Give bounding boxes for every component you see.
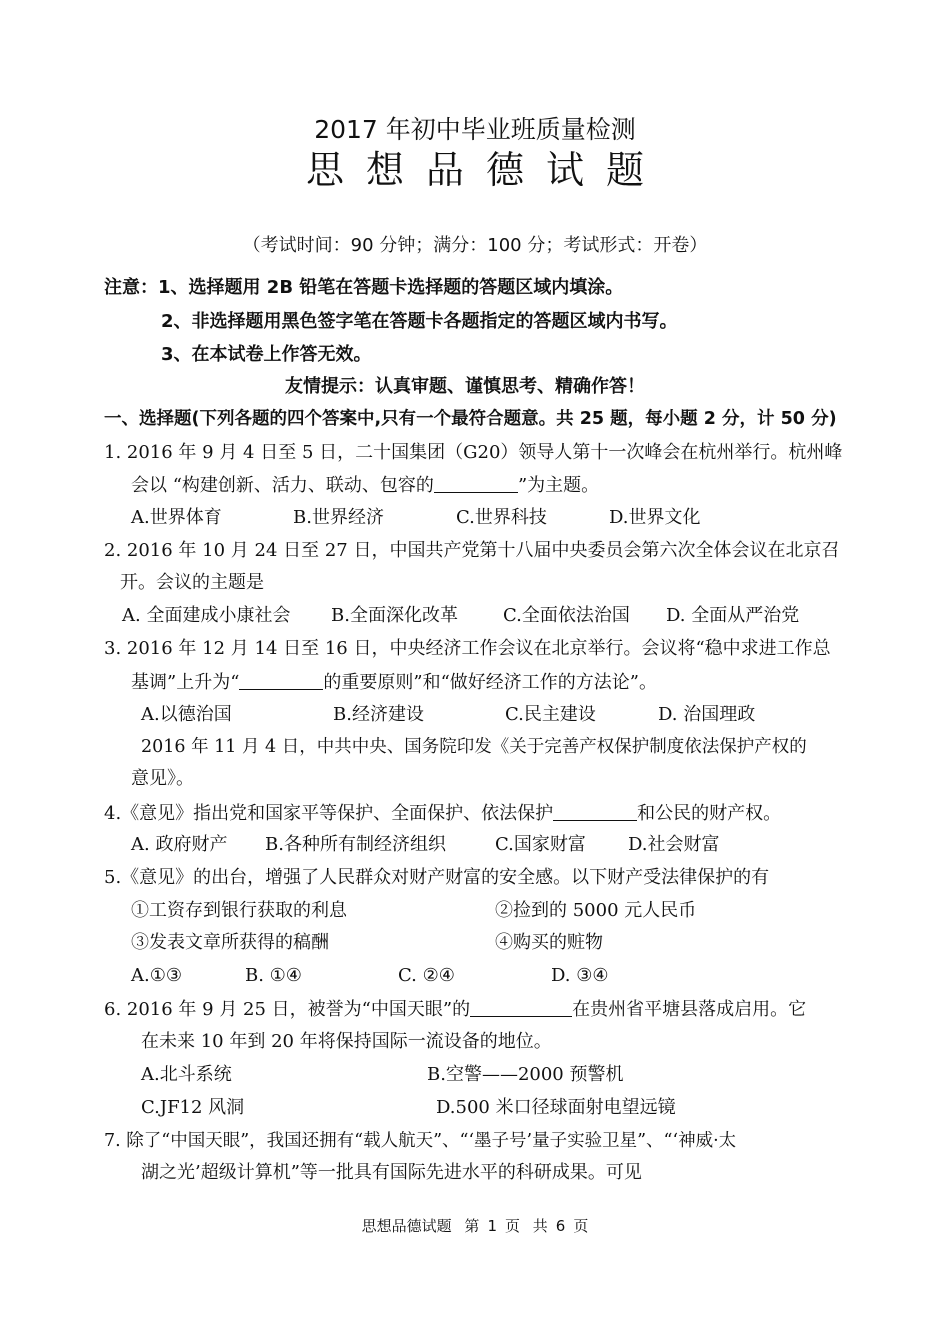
question-6-line-1 xyxy=(104,996,806,1023)
q3-option-c: C.民主建设 xyxy=(505,704,596,725)
footer-subject: 思想品德试题 xyxy=(361,1217,452,1235)
q2-option-b: B.全面深化改革 xyxy=(331,605,458,626)
q2-option-a: A. 全面建成小康社会 xyxy=(122,605,291,626)
q5-option-b: B. ①④ xyxy=(245,965,302,986)
q6-option-a: A.北斗系统 xyxy=(141,1064,232,1085)
footer-total-prefix: 共 xyxy=(532,1217,548,1235)
q1-option-d: D.世界文化 xyxy=(609,507,701,528)
question-1-stem-pre: 会以 “构建创新、活力、联动、包容的 xyxy=(131,475,434,496)
footer-page-prefix: 第 xyxy=(464,1217,480,1235)
question-2-line-2: 开。会议的主题是 xyxy=(120,572,264,593)
answer-blank xyxy=(553,800,637,821)
q6-option-c: C.JF12 风洞 xyxy=(141,1097,245,1118)
exam-info: （考试时间：90 分钟；满分：100 分；考试形式：开卷） xyxy=(242,235,708,256)
footer-total-pages: 6 xyxy=(555,1217,566,1235)
q4-option-c: C.国家财富 xyxy=(495,834,586,855)
question-3-stem-post: 的重要原则”和“做好经济工作的方法论”。 xyxy=(323,672,658,693)
q5-option-a: A.①③ xyxy=(131,965,182,986)
answer-blank xyxy=(434,472,518,493)
q4-option-a: A. 政府财产 xyxy=(131,834,228,855)
page-footer xyxy=(0,1215,950,1237)
q5-item-1: ①工资存到银行获取的利息 xyxy=(131,900,347,921)
exam-title: 思想品德试题 xyxy=(305,148,666,192)
q5-option-c: C. ②④ xyxy=(398,965,455,986)
answer-blank xyxy=(470,996,572,1017)
q6-option-b: B.空警——2000 预警机 xyxy=(427,1064,624,1085)
q1-option-a: A.世界体育 xyxy=(131,507,222,528)
q2-option-d: D. 全面从严治党 xyxy=(666,605,800,626)
answer-blank xyxy=(239,669,323,690)
question-6-stem-post: 在贵州省平塘县落成启用。它 xyxy=(572,999,807,1020)
section-heading: 一、选择题(下列各题的四个答案中,只有一个最符合题意。共 25 题，每小题 2 分，计 50 分) xyxy=(104,409,837,429)
question-1-line-2 xyxy=(131,472,599,499)
question-6-stem-pre: 6. 2016 年 9 月 25 日，被誉为“中国天眼”的 xyxy=(104,999,471,1020)
q5-option-d: D. ③④ xyxy=(551,965,609,986)
q5-item-3: ③发表文章所获得的稿酬 xyxy=(131,932,329,953)
q5-item-2: ②捡到的 5000 元人民币 xyxy=(495,900,697,921)
note-item-3: 3、在本试卷上作答无效。 xyxy=(161,344,372,365)
question-4-stem-post: 和公民的财产权。 xyxy=(637,803,782,824)
question-2-line-1: 2. 2016 年 10 月 24 日至 27 日，中国共产党第十八届中央委员会第六次全体会议在北京召 xyxy=(104,540,840,561)
footer-total-unit: 页 xyxy=(573,1217,589,1235)
q6-option-d: D.500 米口径球面射电望远镜 xyxy=(436,1097,676,1118)
note-item-1: 1、选择题用 2B 铅笔在答题卡选择题的答题区域内填涂。 xyxy=(158,277,624,298)
friendly-tip: 友情提示：认真审题、谨慎思考、精确作答！ xyxy=(285,376,645,397)
material-line-2: 意见》。 xyxy=(131,768,194,789)
question-3-stem-pre: 基调”上升为“ xyxy=(131,672,240,693)
q4-option-b: B.各种所有制经济组织 xyxy=(265,834,446,855)
footer-page-unit: 页 xyxy=(504,1217,520,1235)
question-4-line-1 xyxy=(104,800,781,827)
q4-option-d: D.社会财富 xyxy=(628,834,720,855)
question-3-line-1: 3. 2016 年 12 月 14 日至 16 日，中央经济工作会议在北京举行。会议将“稳中求进工作总 xyxy=(104,638,831,659)
question-6-line-2: 在未来 10 年到 20 年将保持国际一流设备的地位。 xyxy=(141,1031,552,1052)
q5-item-4: ④购买的赃物 xyxy=(495,932,603,953)
material-line-1: 2016 年 11 月 4 日，中共中央、国务院印发《关于完善产权保护制度依法保护产权的 xyxy=(141,737,807,757)
question-1-stem-post: ”为主题。 xyxy=(517,475,600,496)
notes-label: 注意： xyxy=(104,277,158,298)
exam-subtitle: 2017 年初中毕业班质量检测 xyxy=(314,115,636,144)
question-5-line-1: 5.《意见》的出台，增强了人民群众对财产财富的安全感。以下财产受法律保护的有 xyxy=(104,867,770,888)
notes-line-1 xyxy=(104,275,623,301)
question-4-stem-pre: 4.《意见》指出党和国家平等保护、全面保护、依法保护 xyxy=(104,803,554,824)
q1-option-b: B.世界经济 xyxy=(293,507,384,528)
note-item-2: 2、非选择题用黑色签字笔在答题卡各题指定的答题区域内书写。 xyxy=(161,311,678,332)
question-7-line-1: 7. 除了“中国天眼”，我国还拥有“载人航天”、“‘墨子号’量子实验卫星”、“‘神威·太 xyxy=(104,1131,737,1151)
q3-option-a: A.以德治国 xyxy=(141,704,232,725)
q2-option-c: C.全面依法治国 xyxy=(503,605,630,626)
question-7-line-2: 湖之光’超级计算机”等一批具有国际先进水平的科研成果。可见 xyxy=(141,1162,642,1183)
question-3-line-2 xyxy=(131,669,657,696)
q1-option-c: C.世界科技 xyxy=(456,507,547,528)
footer-page-number: 1 xyxy=(487,1217,497,1235)
q3-option-b: B.经济建设 xyxy=(333,704,424,725)
q3-option-d: D. 治国理政 xyxy=(658,704,756,725)
question-1-line-1: 1. 2016 年 9 月 4 日至 5 日，二十国集团（G20）领导人第十一次峰会在杭州举行。杭州峰 xyxy=(104,442,843,463)
